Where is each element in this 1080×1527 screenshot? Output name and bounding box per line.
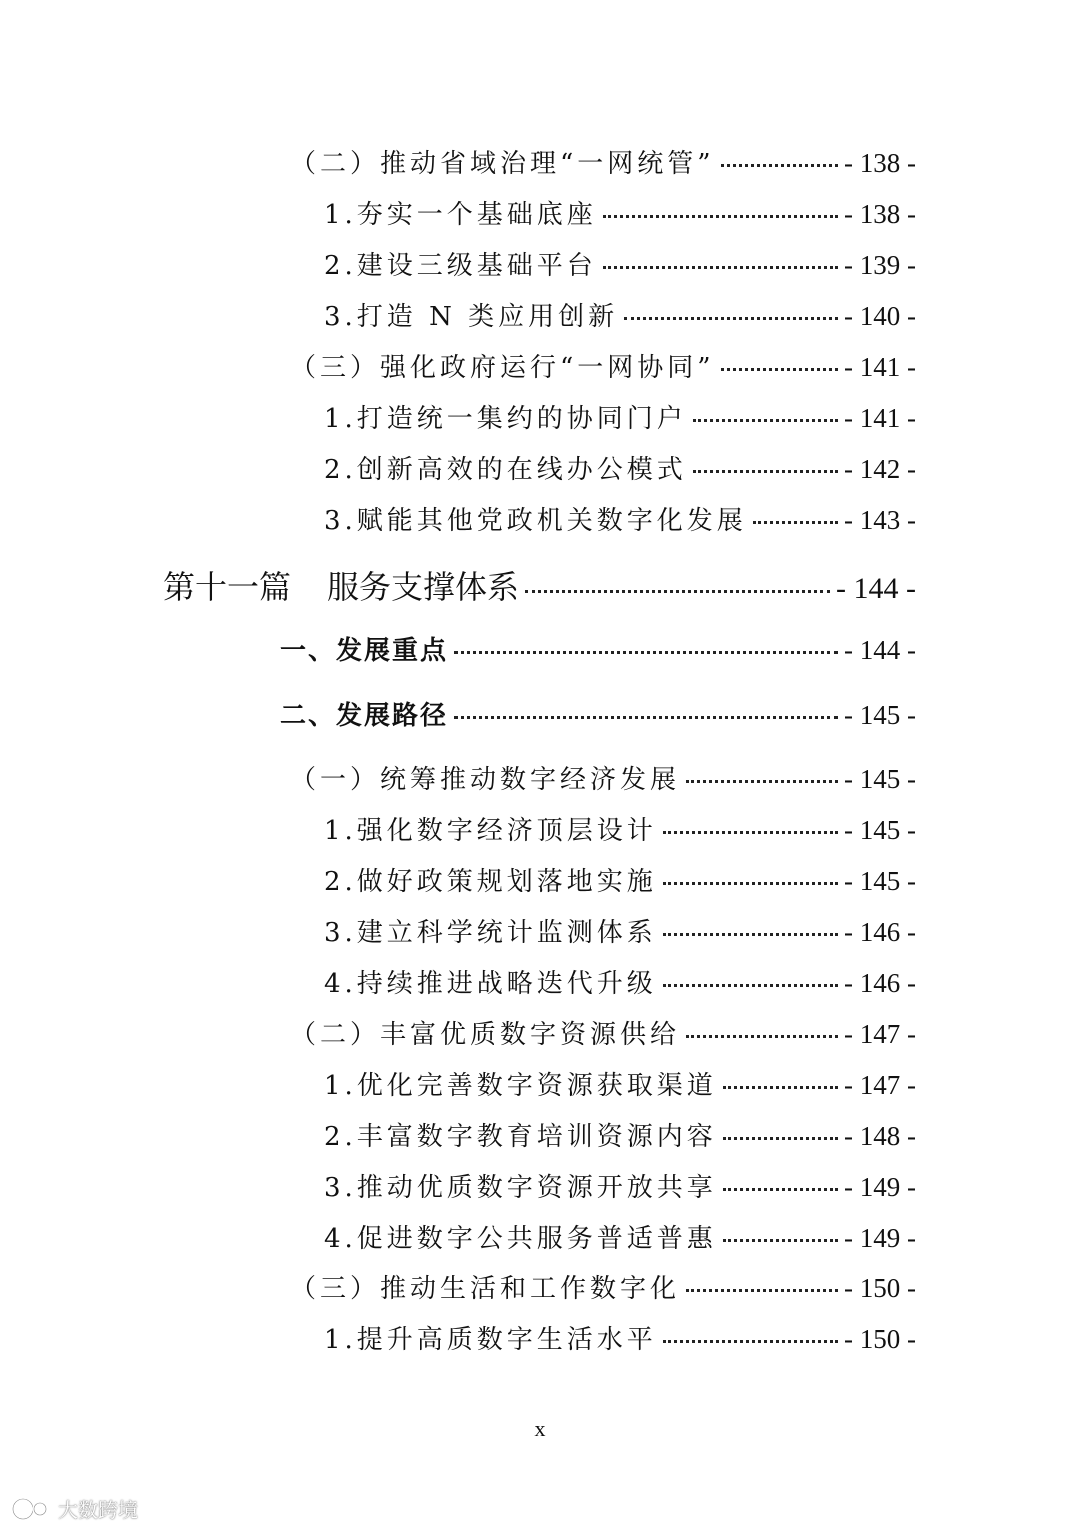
toc-entry-title: 1.夯实一个基础底座: [324, 200, 597, 230]
section-title: 一、发展重点: [280, 636, 449, 666]
dot-leader: [663, 1340, 838, 1343]
toc-entry-page: - 138 -: [844, 199, 916, 229]
toc-entry-title: 2.丰富数字教育培训资源内容: [324, 1122, 717, 1152]
toc-entry-title: 3.赋能其他党政机关数字化发展: [324, 506, 747, 536]
dot-leader: [723, 1086, 838, 1089]
dot-leader: [663, 831, 838, 834]
toc-entry[interactable]: [324, 245, 916, 282]
toc-entry[interactable]: [324, 296, 916, 333]
toc-entry[interactable]: [290, 1268, 916, 1305]
dot-leader: [525, 590, 830, 593]
toc-entry-page: - 148 -: [844, 1121, 916, 1151]
toc-entry-title: 2.创新高效的在线办公模式: [324, 455, 687, 485]
toc-entry-page: - 150 -: [844, 1273, 916, 1303]
page-number: x: [534, 1416, 546, 1441]
chapter-title: 服务支撑体系: [327, 568, 520, 606]
toc-chapter[interactable]: [163, 562, 916, 608]
dot-leader: [721, 164, 838, 167]
toc-entry-title: （三）推动生活和工作数字化: [290, 1274, 681, 1304]
toc-entry-page: - 145 -: [844, 764, 916, 794]
dot-leader: [723, 1239, 838, 1242]
dot-leader: [693, 419, 838, 422]
toc-entry[interactable]: [324, 1167, 916, 1204]
section-page: - 144 -: [844, 635, 916, 665]
toc-entry-page: - 141 -: [844, 403, 916, 433]
toc-entry-title: （一）统筹推动数字经济发展: [290, 765, 681, 795]
toc-entry[interactable]: [324, 194, 916, 231]
toc-entry-title: 4.持续推进战略迭代升级: [324, 969, 657, 999]
toc-entry[interactable]: [290, 1014, 916, 1051]
toc-entry-title: （二）推动省域治理“一网统管”: [290, 149, 715, 179]
section-page: - 145 -: [844, 700, 916, 730]
toc-entry[interactable]: [324, 861, 916, 898]
toc-entry-title: 1.优化完善数字资源获取渠道: [324, 1071, 717, 1101]
toc-entry[interactable]: [290, 347, 916, 384]
dot-leader: [454, 716, 838, 719]
toc-entry-page: - 146 -: [844, 917, 916, 947]
chapter-page: - 144 -: [836, 572, 916, 605]
toc-entry[interactable]: [324, 500, 916, 537]
toc-entry-title: （二）丰富优质数字资源供给: [290, 1020, 681, 1050]
dot-leader: [723, 1137, 838, 1140]
dot-leader: [723, 1188, 838, 1191]
toc-entry-page: - 147 -: [844, 1019, 916, 1049]
toc-entry-page: - 149 -: [844, 1223, 916, 1253]
dot-leader: [603, 266, 838, 269]
section-title: 二、发展路径: [280, 701, 449, 731]
toc-entry[interactable]: [324, 1065, 916, 1102]
toc-entry-page: - 141 -: [844, 352, 916, 382]
toc-entry-title: 3.打造 N 类应用创新: [324, 302, 619, 332]
toc-section[interactable]: [280, 695, 916, 732]
dot-leader: [721, 368, 838, 371]
toc-entry-title: 4.促进数字公共服务普适普惠: [324, 1224, 717, 1254]
toc-entry-page: - 139 -: [844, 250, 916, 280]
toc-entry[interactable]: [324, 912, 916, 949]
toc-entry-page: - 145 -: [844, 866, 916, 896]
toc-entry-title: 1.强化数字经济顶层设计: [324, 816, 657, 846]
toc-entry-page: - 143 -: [844, 505, 916, 535]
toc-entry-page: - 147 -: [844, 1070, 916, 1100]
toc-entry-title: 1.提升高质数字生活水平: [324, 1325, 657, 1355]
toc-entry-title: 3.推动优质数字资源开放共享: [324, 1173, 717, 1203]
dot-leader: [663, 984, 838, 987]
dot-leader: [753, 521, 838, 524]
dot-leader: [624, 317, 838, 320]
toc-entry[interactable]: [324, 1218, 916, 1255]
dot-leader: [603, 215, 838, 218]
toc-entry[interactable]: [324, 449, 916, 486]
toc-entry-title: （三）强化政府运行“一网协同”: [290, 353, 715, 383]
dot-leader: [686, 1035, 838, 1038]
dot-leader: [454, 651, 838, 654]
dot-leader: [663, 882, 838, 885]
toc-entry-page: - 150 -: [844, 1324, 916, 1354]
chapter-label: 第十一篇: [163, 568, 292, 606]
toc-entry[interactable]: [324, 1319, 916, 1356]
toc-section[interactable]: [280, 630, 916, 667]
toc-entry-page: - 138 -: [844, 148, 916, 178]
toc-entry-page: - 146 -: [844, 968, 916, 998]
toc-entry-page: - 149 -: [844, 1172, 916, 1202]
watermark-logo-icon: [10, 1496, 54, 1522]
toc-entry-page: - 142 -: [844, 454, 916, 484]
watermark: [10, 1494, 138, 1523]
toc-entry[interactable]: [324, 398, 916, 435]
toc-entry-title: 3.建立科学统计监测体系: [324, 918, 657, 948]
toc-entry[interactable]: [324, 810, 916, 847]
toc-entry-title: 1.打造统一集约的协同门户: [324, 404, 687, 434]
toc-entry[interactable]: [324, 963, 916, 1000]
dot-leader: [686, 1289, 838, 1292]
watermark-text: 大数跨境: [58, 1498, 138, 1522]
dot-leader: [686, 780, 838, 783]
toc-entry[interactable]: [324, 1116, 916, 1153]
toc-entry-title: 2.做好政策规划落地实施: [324, 867, 657, 897]
dot-leader: [693, 470, 838, 473]
toc-entry[interactable]: [290, 143, 916, 180]
toc-entry-page: - 145 -: [844, 815, 916, 845]
toc-entry-title: 2.建设三级基础平台: [324, 251, 597, 281]
dot-leader: [663, 933, 838, 936]
toc-entry-page: - 140 -: [844, 301, 916, 331]
toc-entry[interactable]: [290, 759, 916, 796]
